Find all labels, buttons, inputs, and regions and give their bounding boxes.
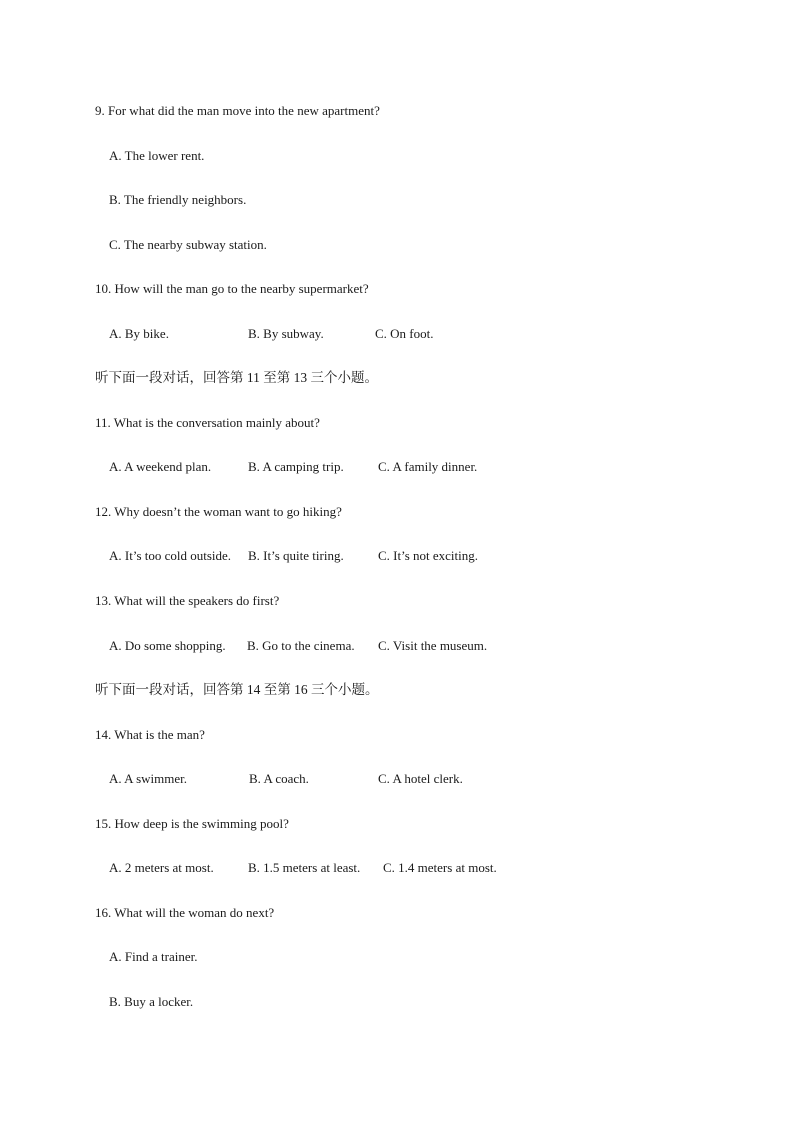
question-14: 14. What is the man?	[95, 727, 205, 742]
question-12: 12. Why doesn’t the woman want to go hiking?	[95, 504, 342, 519]
q12-option-a: A. It’s too cold outside.	[109, 548, 232, 563]
q10-option-b: B. By subway.	[248, 326, 324, 341]
q14-option-b: B. A coach.	[249, 771, 309, 786]
question-16: 16. What will the woman do next?	[95, 905, 275, 920]
q11-option-a: A. A weekend plan.	[109, 459, 212, 474]
section-instruction-11-13: 听下面一段对话，回答第 11 至第 13 三个小题。	[95, 370, 378, 385]
q15-option-b: B. 1.5 meters at least.	[248, 860, 361, 875]
question-11: 11. What is the conversation mainly about?	[95, 415, 320, 430]
q11-option-c: C. A family dinner.	[378, 459, 478, 474]
q9-option-b: B. The friendly neighbors.	[109, 192, 247, 207]
section-instruction-14-16: 听下面一段对话，回答第 14 至第 16 三个小题。	[95, 682, 379, 697]
q10-option-a: A. By bike.	[109, 326, 169, 341]
q13-option-a: A. Do some shopping.	[109, 638, 226, 653]
question-13: 13. What will the speakers do first?	[95, 593, 280, 608]
q9-option-c: C. The nearby subway station.	[109, 237, 267, 252]
q9-option-a: A. The lower rent.	[109, 148, 205, 163]
q13-option-b: B. Go to the cinema.	[247, 638, 355, 653]
q10-option-c: C. On foot.	[375, 326, 434, 341]
q12-option-c: C. It’s not exciting.	[378, 548, 479, 563]
q11-option-b: B. A camping trip.	[248, 459, 344, 474]
q13-option-c: C. Visit the museum.	[378, 638, 488, 653]
question-15: 15. How deep is the swimming pool?	[95, 816, 289, 831]
question-9: 9. For what did the man move into the new apartment?	[95, 103, 380, 118]
q16-option-b: B. Buy a locker.	[109, 994, 194, 1009]
q12-option-b: B. It’s quite tiring.	[248, 548, 344, 563]
q16-option-a: A. Find a trainer.	[109, 949, 198, 964]
q15-option-c: C. 1.4 meters at most.	[383, 860, 497, 875]
q14-option-c: C. A hotel clerk.	[378, 771, 463, 786]
q15-option-a: A. 2 meters at most.	[109, 860, 214, 875]
q14-option-a: A. A swimmer.	[109, 771, 188, 786]
question-10: 10. How will the man go to the nearby supermarket?	[95, 281, 369, 296]
